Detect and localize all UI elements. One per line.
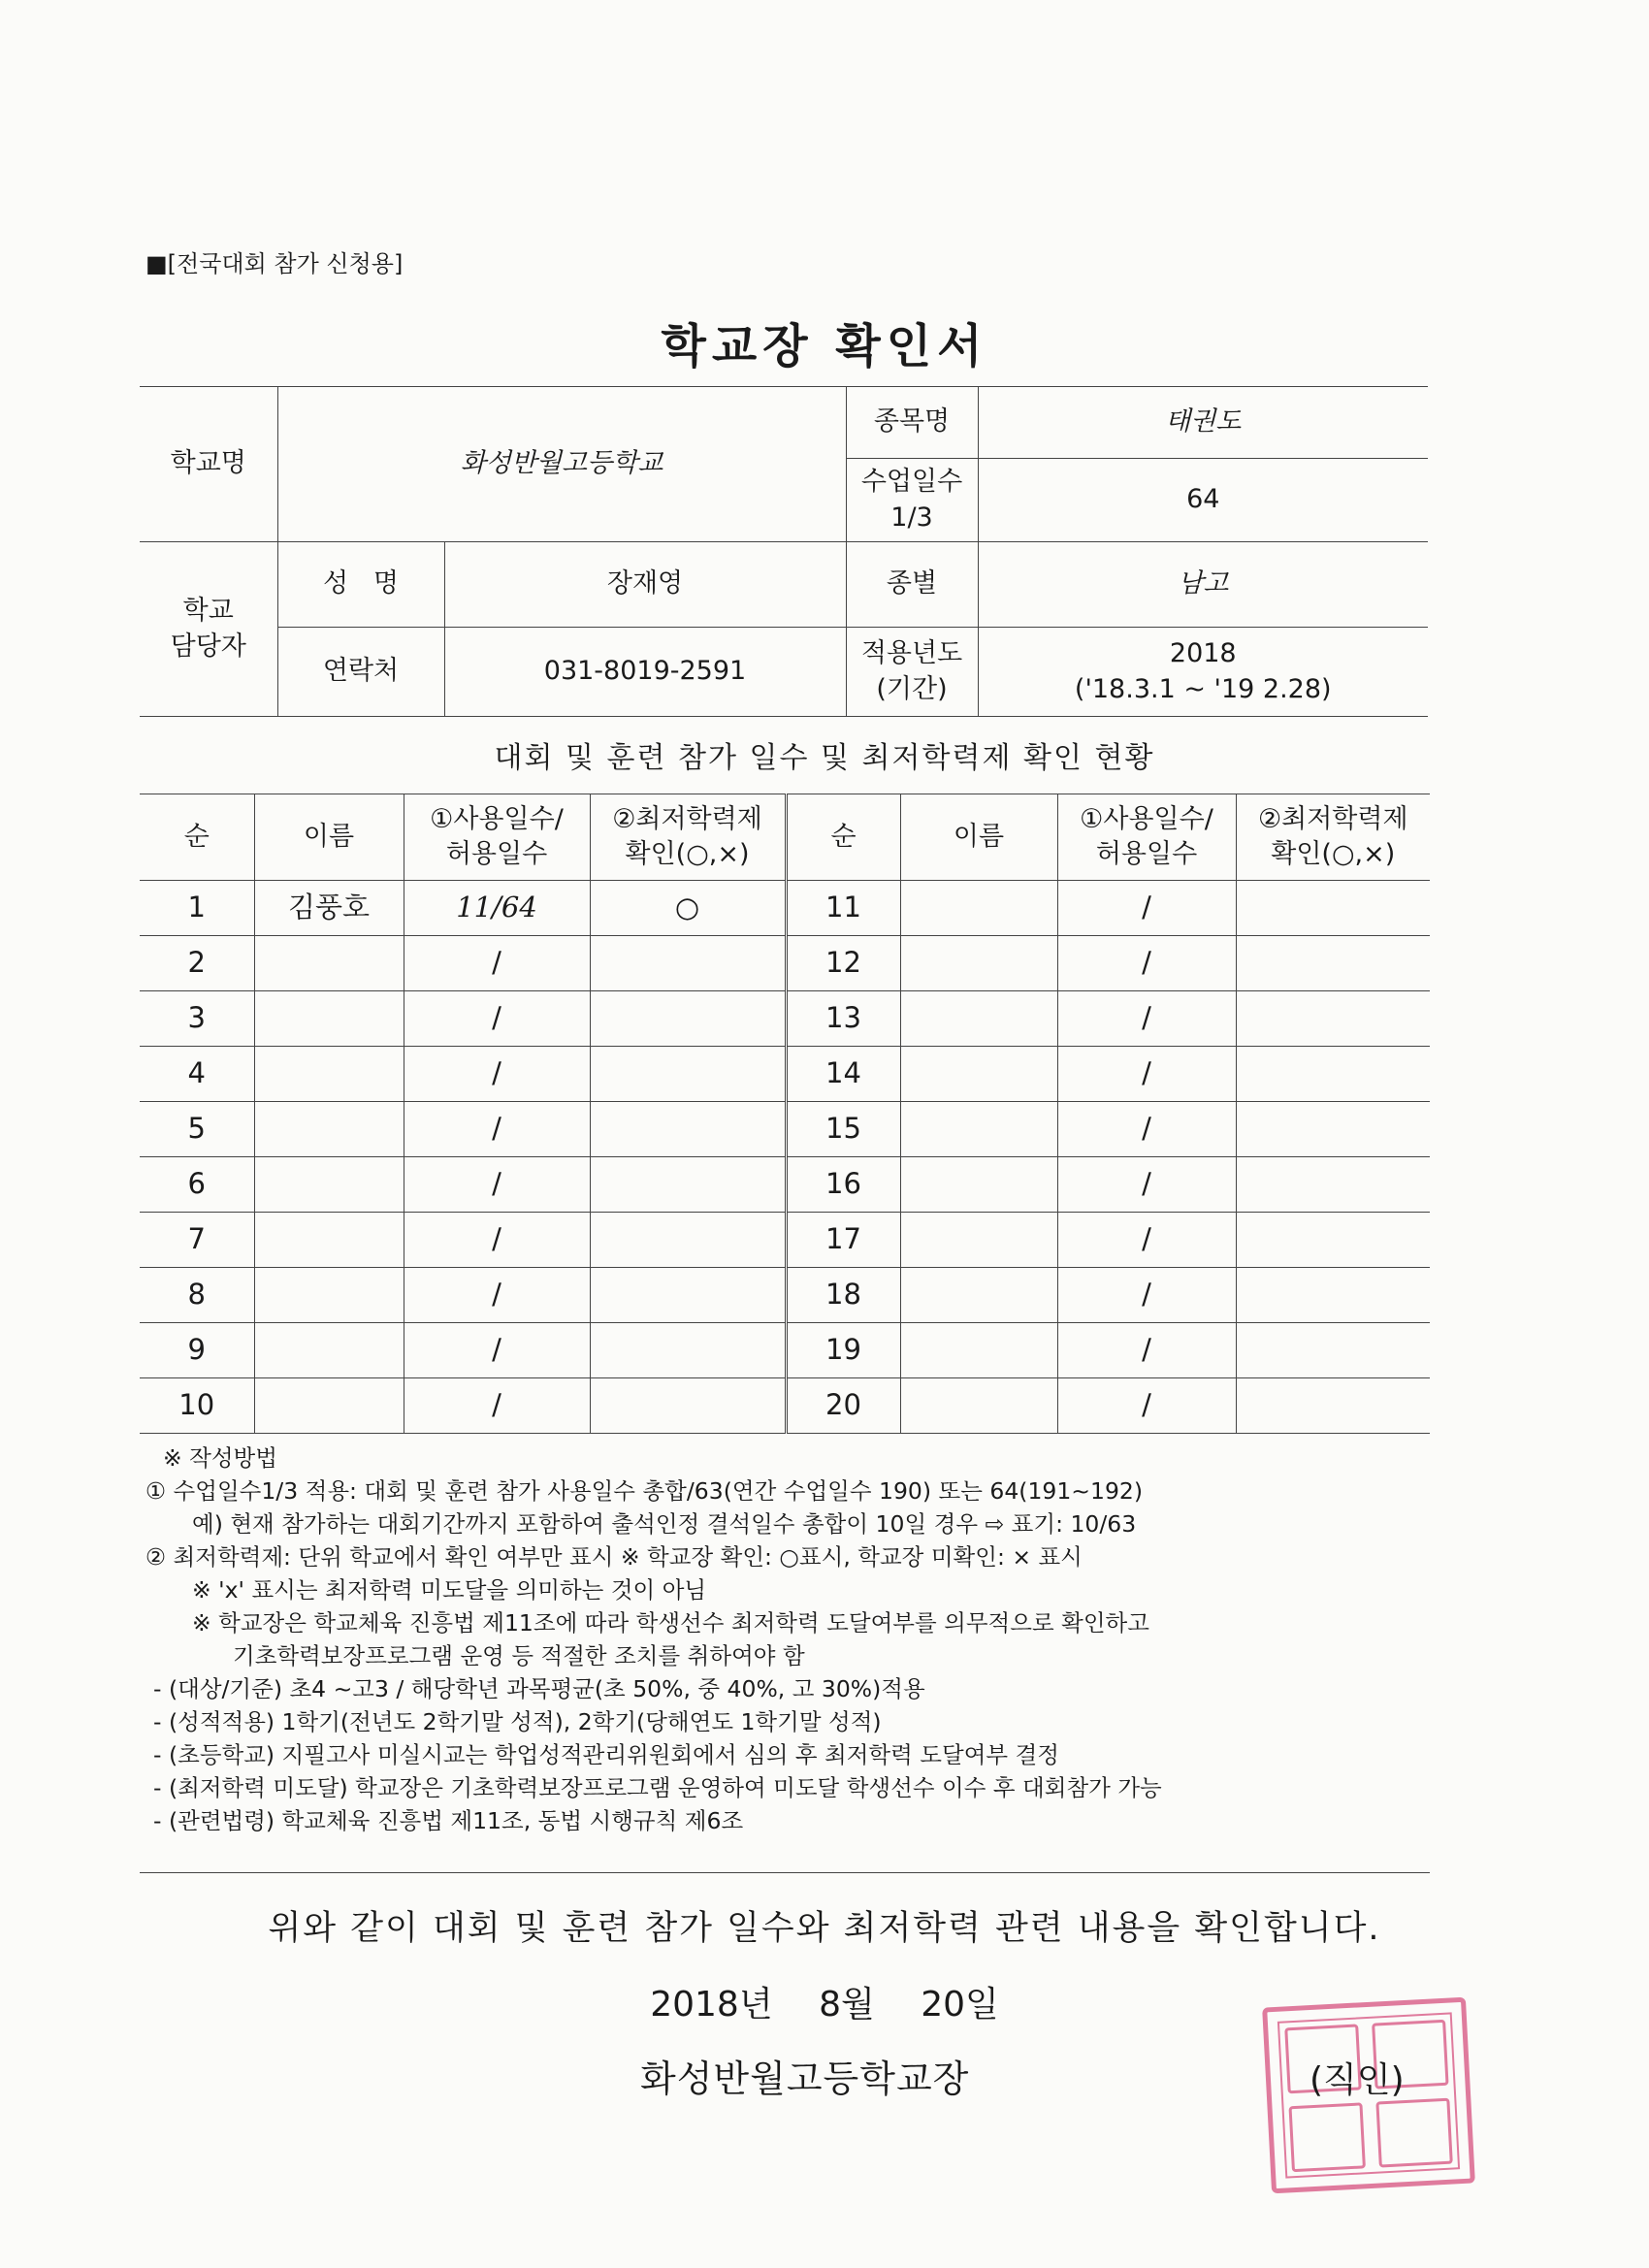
header-days-line1: ①사용일수/ [430,803,564,834]
row-name-left [254,1378,404,1434]
school-info-table [140,386,1428,717]
row-name-left [254,1102,404,1157]
note-line: - (초등학교) 지필고사 미실시교는 학업성적관리위원회에서 심의 후 최저학력 도달여부 결정 [153,1741,1059,1768]
note-line: 예) 현재 참가하는 대회기간까지 포함하여 출석인정 결석일수 총합이 10일 경우 ⇨ 표기: 10/63 [192,1510,1137,1538]
note-line: ※ 학교장은 학교체육 진흥법 제11조에 따라 학생선수 최저학력 도달여부를 의무적으로 확인하고 [192,1609,1149,1636]
row-days-left: / [404,936,590,991]
row-name-left [254,1047,404,1102]
note-line: ② 최저학력제: 단위 학교에서 확인 여부만 표시 ※ 학교장 확인: ○표시, 학교장 미확인: × 표시 [146,1543,1083,1571]
contact-person-label-line1: 학교 [182,596,234,627]
row-min-right [1236,1323,1430,1378]
school-name-label: 학교명 [140,387,277,542]
row-no-right: 19 [786,1323,900,1378]
row-no-left: 7 [140,1213,254,1268]
note-line: 기초학력보장프로그램 운영 등 적절한 조치를 취하여야 함 [233,1642,805,1669]
row-days-left: 11/64 [404,881,590,936]
row-no-left: 10 [140,1378,254,1434]
row-min-right [1236,881,1430,936]
row-days-right: / [1057,1047,1236,1102]
header-min-line1: ②최저학력제 [612,803,762,834]
document-title: 학교장 확인서 [661,319,988,373]
row-min-left: ○ [590,881,786,936]
table-row [140,1323,1430,1378]
row-name-right [900,1102,1057,1157]
category-label: 종별 [846,542,978,628]
category-value: 남고 [978,542,1428,628]
header-no-right: 순 [786,794,900,881]
row-no-right: 14 [786,1047,900,1102]
period-year: 2018 [1169,638,1237,669]
row-min-right [1236,1047,1430,1102]
class-days-label-line2: 1/3 [890,502,933,533]
row-name-right [900,1323,1057,1378]
period-label [846,628,978,717]
row-min-right [1236,1102,1430,1157]
table-row [140,881,1430,936]
row-min-right [1236,1268,1430,1323]
school-name-value: 화성반월고등학교 [277,387,846,542]
row-no-right: 16 [786,1157,900,1213]
row-days-right: / [1057,991,1236,1047]
seal-glyph [1288,2102,1365,2172]
row-name-left [254,1213,404,1268]
row-no-right: 20 [786,1378,900,1434]
row-days-right: / [1057,936,1236,991]
row-min-left [590,1378,786,1434]
row-name-right [900,1047,1057,1102]
row-name-left [254,991,404,1047]
row-min-left [590,991,786,1047]
contact-person-label-line2: 담당자 [170,631,246,662]
row-no-left: 2 [140,936,254,991]
sport-label: 종목명 [846,387,978,459]
header-no-left: 순 [140,794,254,881]
status-section-title: 대회 및 훈련 참가 일수 및 최저학력제 확인 현황 [494,741,1155,775]
period-label-line1: 적용년도 [860,638,963,669]
row-name-left [254,1323,404,1378]
table-row [140,1268,1430,1323]
row-no-right: 15 [786,1102,900,1157]
row-name-right [900,1378,1057,1434]
person-name-label: 성 명 [277,542,444,628]
header-days-line2: 허용일수 [445,839,548,869]
date-year: 2018년 [650,1985,773,2025]
table-row [140,991,1430,1047]
row-days-right: / [1057,1157,1236,1213]
section-divider [140,1872,1430,1873]
row-days-left: / [404,1102,590,1157]
row-no-left: 9 [140,1323,254,1378]
row-days-right: / [1057,1102,1236,1157]
row-days-left: / [404,1323,590,1378]
row-name-right [900,936,1057,991]
row-min-right [1236,1378,1430,1434]
row-min-right [1236,936,1430,991]
header-min-line2: 확인(○,×) [1271,839,1396,869]
row-name-right [900,881,1057,936]
phone-label: 연락처 [277,628,444,717]
confirmation-statement: 위와 같이 대회 및 훈련 참가 일수와 최저학력 관련 내용을 확인합니다. [268,1909,1381,1948]
header-name-right: 이름 [900,794,1057,881]
row-name-right [900,991,1057,1047]
row-no-right: 18 [786,1268,900,1323]
participants-table [140,794,1430,1434]
note-line: - (최저학력 미도달) 학교장은 기초학력보장프로그램 운영하여 미도달 학생선수 이수 후 대회참가 가능 [153,1774,1162,1801]
row-days-left: / [404,1213,590,1268]
header-min-line1: ②최저학력제 [1257,803,1408,834]
row-days-right: / [1057,1323,1236,1378]
row-name-right [900,1213,1057,1268]
row-name-left [254,1157,404,1213]
row-days-left: / [404,991,590,1047]
table-row [140,1378,1430,1434]
header-min-left [590,794,786,881]
row-no-right: 11 [786,881,900,936]
row-days-left: / [404,1268,590,1323]
row-min-right [1236,1157,1430,1213]
row-no-right: 13 [786,991,900,1047]
header-name-left: 이름 [254,794,404,881]
row-no-left: 5 [140,1102,254,1157]
row-no-right: 12 [786,936,900,991]
row-days-right: / [1057,1268,1236,1323]
row-days-right: / [1057,1378,1236,1434]
header-days-right [1057,794,1236,881]
table-row [140,1213,1430,1268]
row-no-left: 4 [140,1047,254,1102]
table-row [140,1047,1430,1102]
form-type-label: ■[전국대회 참가 신청용] [146,250,404,277]
header-days-line2: 허용일수 [1095,839,1198,869]
row-days-left: / [404,1378,590,1434]
row-min-left [590,1323,786,1378]
row-name-right [900,1157,1057,1213]
row-name-left [254,1268,404,1323]
instructions-section [146,1442,1443,1837]
header-min-right [1236,794,1430,881]
row-min-left [590,1102,786,1157]
row-no-left: 3 [140,991,254,1047]
table-row [140,1102,1430,1157]
person-name-value: 장재영 [444,542,846,628]
note-line: ① 수업일수1/3 적용: 대회 및 훈련 참가 사용일수 총합/63(연간 수업일수 190) 또는 64(191~192) [146,1477,1144,1505]
class-days-label-line1: 수업일수 [860,467,963,498]
row-days-right: / [1057,881,1236,936]
row-name-right [900,1268,1057,1323]
header-min-line2: 확인(○,×) [625,839,750,869]
row-no-right: 17 [786,1213,900,1268]
row-name-left [254,936,404,991]
sport-value: 태권도 [978,387,1428,459]
period-range: ('18.3.1 ~ '19 2.28) [1074,673,1332,704]
row-min-left [590,1047,786,1102]
row-min-left [590,1213,786,1268]
row-min-left [590,1157,786,1213]
contact-person-label [140,542,277,717]
row-no-left: 1 [140,881,254,936]
class-days-value: 64 [978,459,1428,542]
row-days-left: / [404,1157,590,1213]
table-row [140,1157,1430,1213]
row-days-left: / [404,1047,590,1102]
row-min-left [590,1268,786,1323]
note-line: - (대상/기준) 초4 ~고3 / 해당학년 과목평균(초 50%, 중 40%, 고 30%)적용 [153,1675,925,1702]
row-min-right [1236,1213,1430,1268]
header-days-left [404,794,590,881]
note-line: ※ 'x' 표시는 최저학력 미도달을 의미하는 것이 아님 [192,1576,707,1604]
header-days-line1: ①사용일수/ [1080,803,1213,834]
row-days-right: / [1057,1213,1236,1268]
seal-glyph [1375,2097,1452,2167]
notes-heading: ※ 작성방법 [163,1444,277,1472]
period-value [978,628,1428,717]
class-days-label [846,459,978,542]
principal-title: 화성반월고등학교장 [640,2057,970,2100]
table-row [140,936,1430,991]
row-min-right [1236,991,1430,1047]
row-name-left: 김풍호 [254,881,404,936]
phone-value: 031-8019-2591 [444,628,846,717]
date-month: 8월 [819,1985,875,2025]
period-label-line2: (기간) [876,673,948,704]
row-no-left: 8 [140,1268,254,1323]
row-min-left [590,936,786,991]
note-line: - (성적적용) 1학기(전년도 2학기말 성적), 2학기(당해연도 1학기말 성적) [153,1708,882,1735]
seal-mark-label: (직인) [1310,2060,1405,2100]
note-line: - (관련법령) 학교체육 진흥법 제11조, 동법 시행규칙 제6조 [153,1807,744,1834]
row-no-left: 6 [140,1157,254,1213]
date-day: 20일 [921,1985,999,2025]
